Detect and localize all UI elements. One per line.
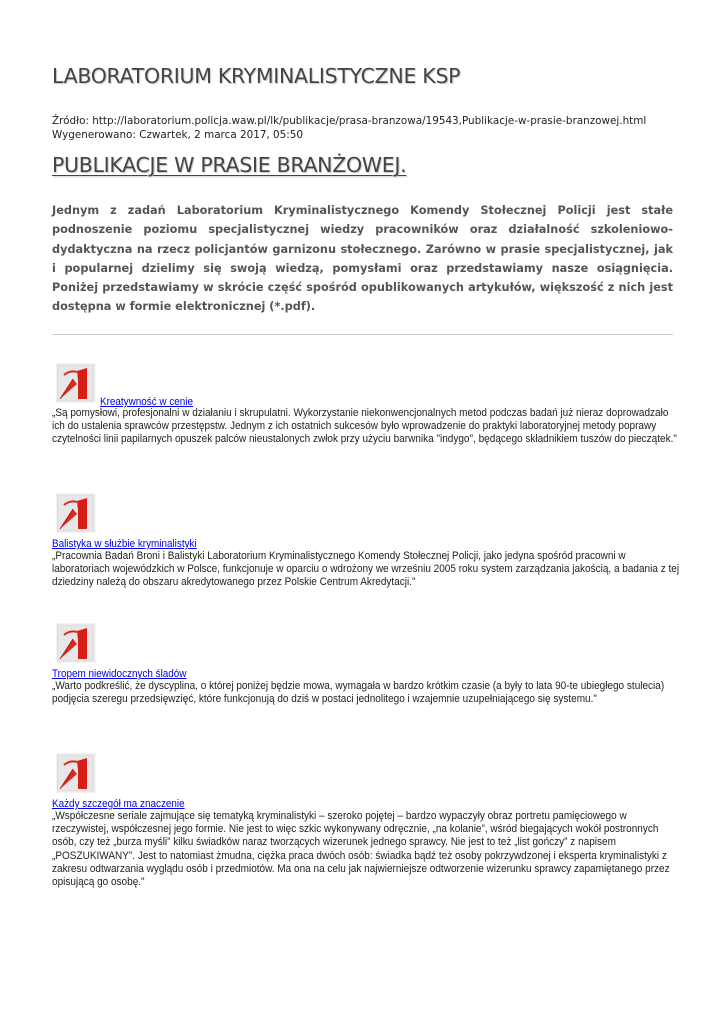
site-title: LABORATORIUM KRYMINALISTYCZNE KSP — [52, 64, 461, 88]
publication-link[interactable]: Każdy szczegół ma znaczenie — [52, 798, 185, 810]
page-title: PUBLIKACJE W PRASIE BRANŻOWEJ. — [52, 153, 407, 177]
publication-description: „Pracownia Badań Broni i Balistyki Laboratorium Kryminalistycznego Komendy Stołecznej Policji, jako jedyna spośród pracowni w laboratoriach wojewódzkich w Polsce, funkcjonuje w oparciu o wdrożony we wrześniu 2005 roku system zarządzania jakością, a badania z tej dziedziny należą do obszaru akredytowanego przez Polskie Centrum Akredytacji." — [52, 550, 680, 589]
publication-link[interactable]: Balistyka w służbie kryminalistyki — [52, 538, 197, 550]
publication-description: „Warto podkreślić, że dyscyplina, o której poniżej będzie mowa, wymagała w bardzo krótkim czasie (a były to lata 90-te ubiegłego stulecia) podjęcia szeregu przedsięwzięć, które funkcjonują do dziś w postaci jednolitego i wzajemnie uzupełniającego się systemu." — [52, 680, 665, 706]
divider — [52, 334, 673, 335]
generated-date: Wygenerowano: Czwartek, 2 marca 2017, 05:50 — [52, 129, 303, 141]
intro-paragraph: Jednym z zadań Laboratorium Kryminalistycznego Komendy Stołecznej Policji jest stałe podnoszenie poziomu specjalistycznej wiedzy pracowników oraz działalność szkoleniowo-dydaktyczna na rzecz policjantów garnizonu stołecznego. Zarówno w prasie specjalistycznej, jak i popularnej dzielimy się swoją wiedzą, pomysłami oraz przedstawiamy nasze osiągnięcia. Poniżej przedstawiamy w skrócie część spośród opublikowanych artykułów, większość z nich jest dostępna w formie elektronicznej (*.pdf). — [52, 204, 673, 314]
publication-link[interactable]: Tropem niewidocznych śladów — [52, 668, 187, 680]
publication-description: „Współczesne seriale zajmujące się tematyką kryminalistyki – szeroko pojętej – bardzo wypaczyły obraz portretu pamięciowego w rzeczywistej, współczesnej jego formie. Nie jest to więc szkic wykonywany odręcznie, „na kolanie”, wśród biegających wokół postronnych osób, czy też „burza myśli” kilku świadków naraz tworzących wizerunek jednego sprawcy. Nie jest to też „list gończy” z napisem „POSZUKIWANY”. Jest to natomiast żmudna, ciężka praca dwóch osób: świadka bądź też osoby pokrzywdzonej i eksperta kryminalistyki z zakresu odtwarzania wyglądu osób i przedmiotów. Ma ona na celu jak najwierniejsze odtworzenie wizerunku sprawcy zapamiętanego przez opisującą go osobę." — [52, 810, 670, 889]
publication-description: „Są pomysłowi, profesjonalni w działaniu i skrupulatni. Wykorzystanie niekonwencjonalnych metod podczas badań już nieraz doprowadzało ich do ustalenia sprawców przestępstw. Jednym z ich ostatnich sukcesów było wprowadzenie do praktyki laboratoryjnej metody poprawy czytelności linii papilarnych opuszek palców nieustalonych zwłok przy użyciu barwnika "indygo", będącego składnikiem tuszów do pieczątek." — [52, 407, 677, 446]
publication-link[interactable]: Kreatywność w cenie — [100, 396, 193, 408]
source-url: Źródło: http://laboratorium.policja.waw.pl/lk/publikacje/prasa-branzowa/19543,Publikacje-w-prasie-branzowej.html — [52, 115, 647, 127]
